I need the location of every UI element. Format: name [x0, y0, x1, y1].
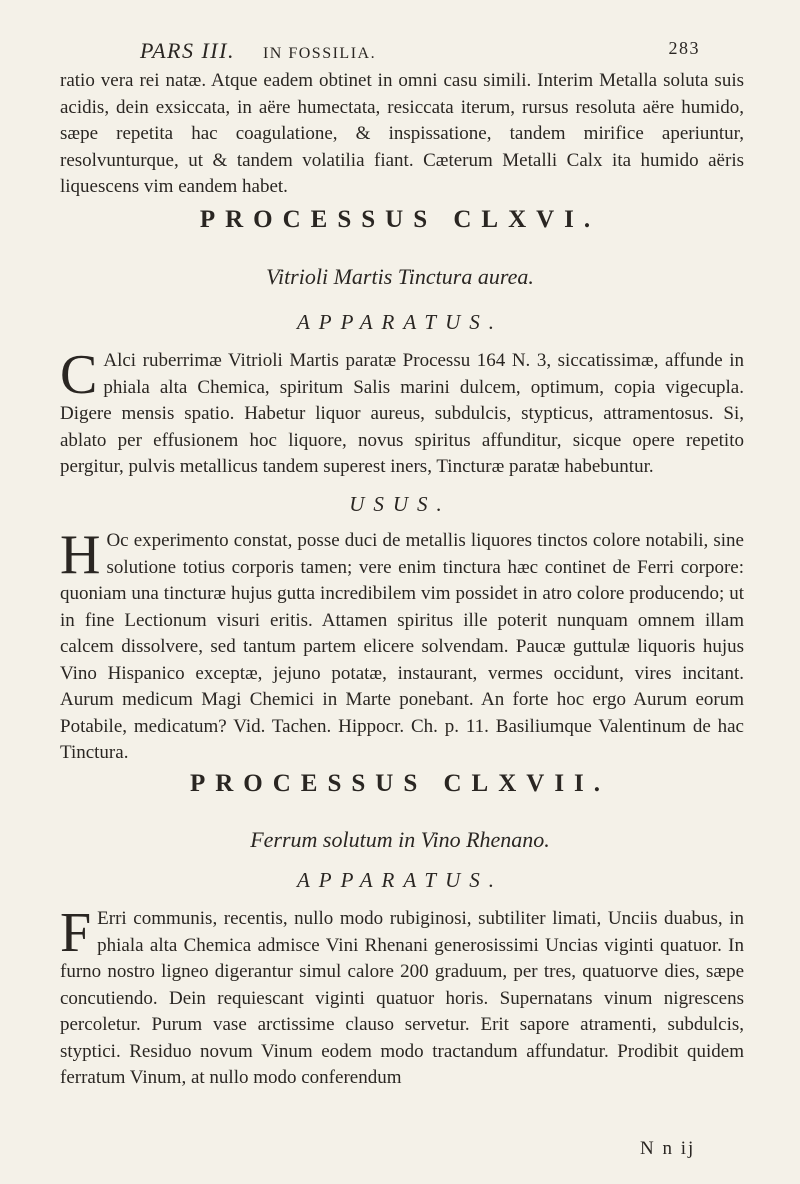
processus-heading-167: PROCESSUS CLXVII. — [189, 770, 611, 797]
intro-paragraph: ratio vera rei natæ. Atque eadem obtinet in omni casu simili. Interim Metalla soluta suis acidis, dein exsiccata, in aëre humectata, resiccata iterum, rursus resoluta aëre humido, sæpe repetita hac coagulatione, & inspissatione, tandem mirifice aperiuntur, resolvunturque, ut & tandem volatilia fiant. Cæterum Metalli Calx ita humido aëris liquescens vim eandem habet. — [60, 70, 744, 197]
apparatus-label-166: APPARATUS. — [296, 310, 504, 334]
drop-cap: F — [60, 902, 92, 964]
apparatus-text-167 — [60, 902, 744, 1092]
processus-title-166: Vitrioli Martis Tinctura aurea. — [266, 264, 534, 289]
processus-title-167: Ferrum solutum in Vino Rhenano. — [250, 827, 550, 852]
usus-body-166: Oc experimento constat, posse duci de metallis liquores tinctos colore notabili, sine solutione totius corporis tamen; vere enim tinctura hæc continet de Ferri corpore: quoniam una tincturæ hujus gutta incredibilem vim possidet in atro colore producendo; ut in fine Lectionum visuri eritis. Attamen spiritus ille poterit nunquam omnem illam calcem dissolvere, sed tantum partem elicere solvendam. Paucæ guttulæ liquoris hujus Vino Hispanico exceptæ, jejuno potatæ, instaurant, vermes occidunt, vires incitant. Aurum medicum Magi Chemici in Marte ponebant. An forte hoc ergo Aurum eorum Potabile, medicatum? Vid. Tachen. Hippocr. Ch. p. 11. Basiliumque Valentinum de hac Tinctura. — [60, 530, 744, 763]
usus-label-166: USUS. — [349, 492, 451, 516]
header-section: IN FOSSILIA. — [262, 45, 377, 62]
drop-cap: H — [60, 524, 101, 586]
header-part: PARS III. — [140, 38, 235, 63]
apparatus-label-167: APPARATUS. — [296, 868, 504, 892]
page-number: 283 — [668, 38, 700, 58]
usus-text-166 — [60, 524, 744, 767]
apparatus-body-167: Erri communis, recentis, nullo modo rubiginosi, subtiliter limati, Unciis duabus, in phiala alta Chemica admisce Vini Rhenani generosissimi Uncias viginti quatuor. In furno nostro ligneo digerantur simul calore 200 graduum, per tres, quatuorve dies, sæpe concutiendo. Dein requiescant viginti quatuor horis. Supernatans vinum nigrescens percoletur. Purum vase arctissime clauso servetur. Erit sapore atramenti, subdulcis, styptici. Residuo novum Vinum eodem modo tractandum affundatur. Prodibit quidem ferratum Vinum, at nullo modo conferendum — [60, 908, 744, 1088]
apparatus-body-166: Alci ruberrimæ Vitrioli Martis paratæ Processu 164 N. 3, siccatissimæ, affunde in phiala alta Chemica, spiritum Salis marini dulcem, optimum, copia vigecupla. Digere mensis spatio. Habetur liquor aureus, subdulcis, stypticus, attramentosus. Si, ablato per effusionem hoc liquore, novus spiritus affunditur, sicque opere repetito pergitur, pulvis metallicus tandem superest iners, Tincturæ paratæ habebuntur. — [60, 350, 744, 477]
drop-cap: C — [60, 344, 98, 406]
running-header — [140, 38, 700, 64]
signature-mark: N n ij — [640, 1138, 696, 1159]
apparatus-text-166 — [60, 344, 744, 481]
processus-heading-166: PROCESSUS CLXVI. — [199, 206, 601, 233]
